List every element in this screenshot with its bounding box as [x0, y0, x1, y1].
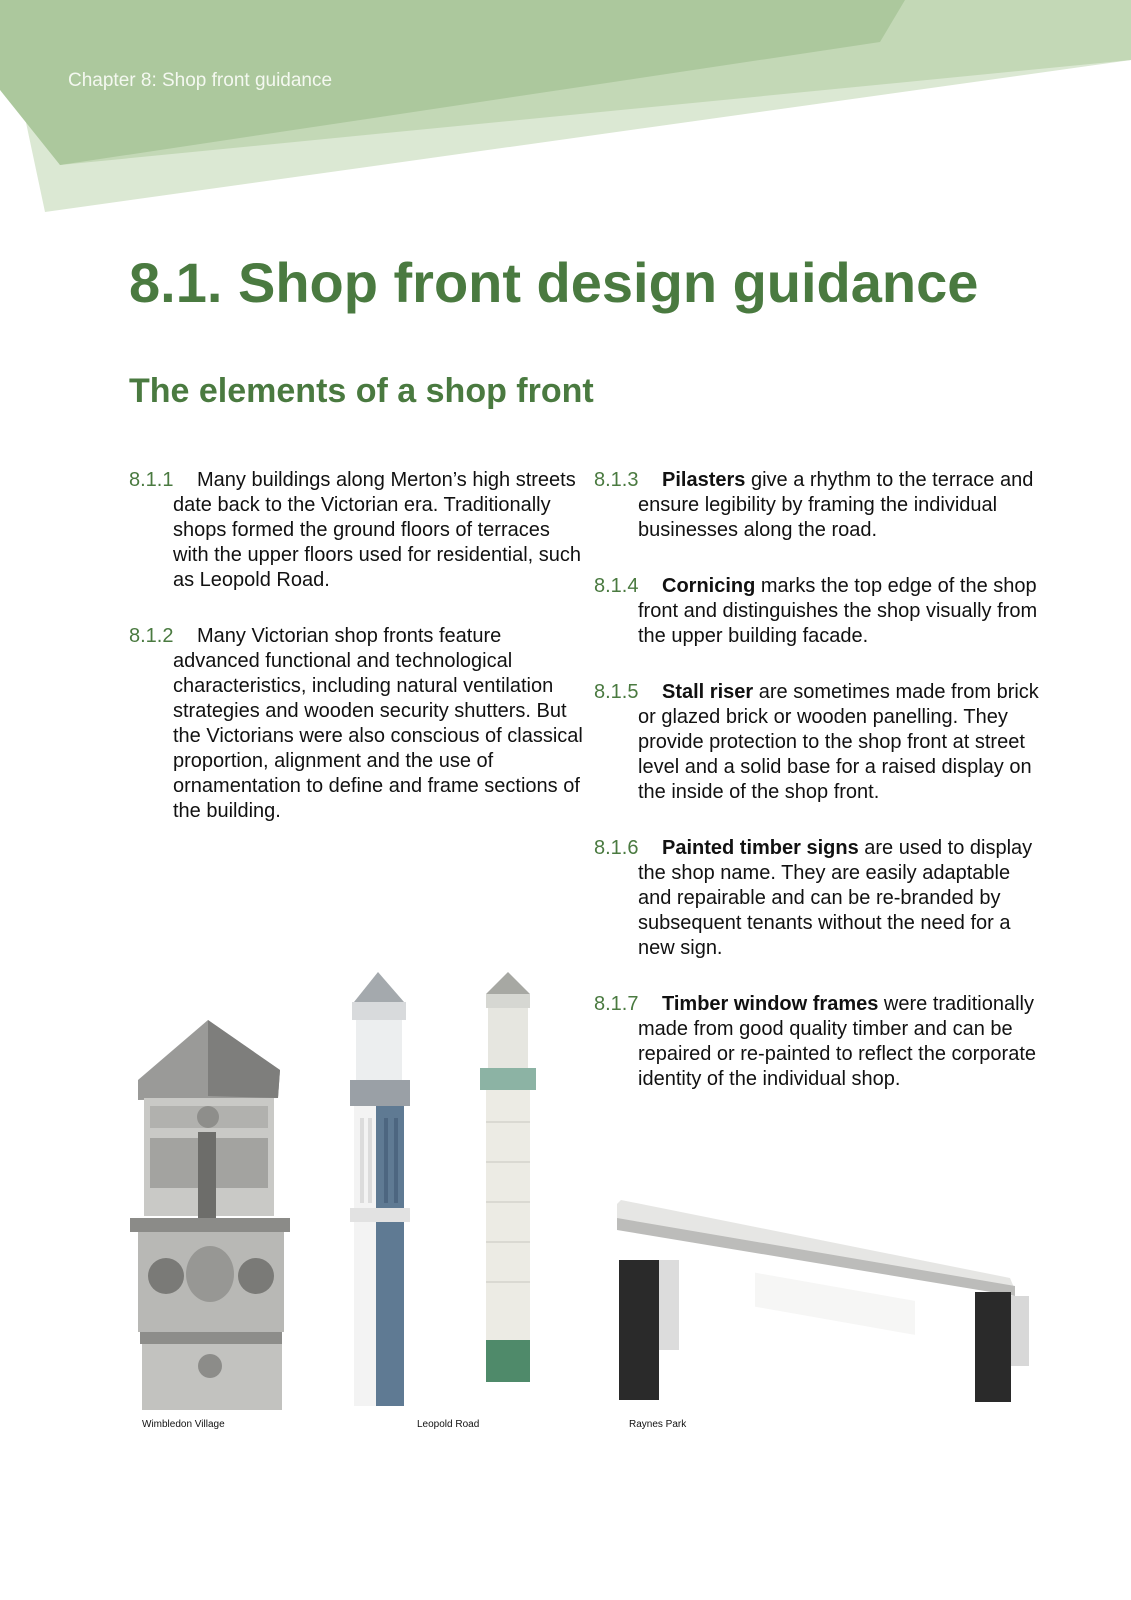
raynes-park-cornice-image: [615, 1200, 1040, 1410]
right-column: [594, 468, 1044, 1123]
paragraph-8-1-7: 8.1.7 Timber window frames were traditionally made from good quality timber and can be repaired or re-painted to reflect the corporate identity of the individual shop.: [594, 993, 1036, 1090]
wimbledon-pilaster-image: [128, 1020, 293, 1410]
section-subtitle: The elements of a shop front: [129, 372, 594, 410]
leopold-blue-pilaster-image: [346, 972, 416, 1412]
left-column: [129, 468, 589, 855]
caption-raynes: Raynes Park: [629, 1419, 687, 1430]
header-banner: [0, 0, 1131, 220]
caption-wimbledon: Wimbledon Village: [142, 1419, 225, 1430]
paragraph-8-1-3: 8.1.3 Pilasters give a rhythm to the terrace and ensure legibility by framing the individual businesses along the road.: [594, 469, 1034, 541]
leopold-tiled-pilaster-image: [478, 972, 538, 1412]
chapter-label: Chapter 8: Shop front guidance: [68, 70, 333, 91]
paragraph-8-1-5: 8.1.5 Stall riser are sometimes made from brick or glazed brick or wooden panelling. They provide protection to the shop front at street level and a solid base for a raised display on the inside of the shop front.: [594, 681, 1039, 803]
paragraph-8-1-1: 8.1.1 Many buildings along Merton’s high streets date back to the Victorian era. Traditionally shops formed the ground floors of terraces with the upper floors used for residential, such as Leopold Road.: [129, 469, 581, 591]
paragraph-8-1-4: 8.1.4 Cornicing marks the top edge of the shop front and distinguishes the shop visually from the upper building facade.: [594, 575, 1038, 647]
paragraph-8-1-2: 8.1.2 Many Victorian shop fronts feature advanced functional and technological characteristics, including natural ventilation strategies and wooden security shutters. But the Victorians were also conscious of classical proportion, alignment and the use of ornamentation to define and frame sections of the building.: [129, 625, 583, 822]
paragraph-8-1-6: 8.1.6 Painted timber signs are used to display the shop name. They are easily adaptable and repairable and can be re-branded by subsequent tenants without the need for a new sign.: [594, 837, 1033, 959]
caption-leopold: Leopold Road: [417, 1419, 480, 1430]
page-title: 8.1. Shop front design guidance: [129, 251, 979, 314]
